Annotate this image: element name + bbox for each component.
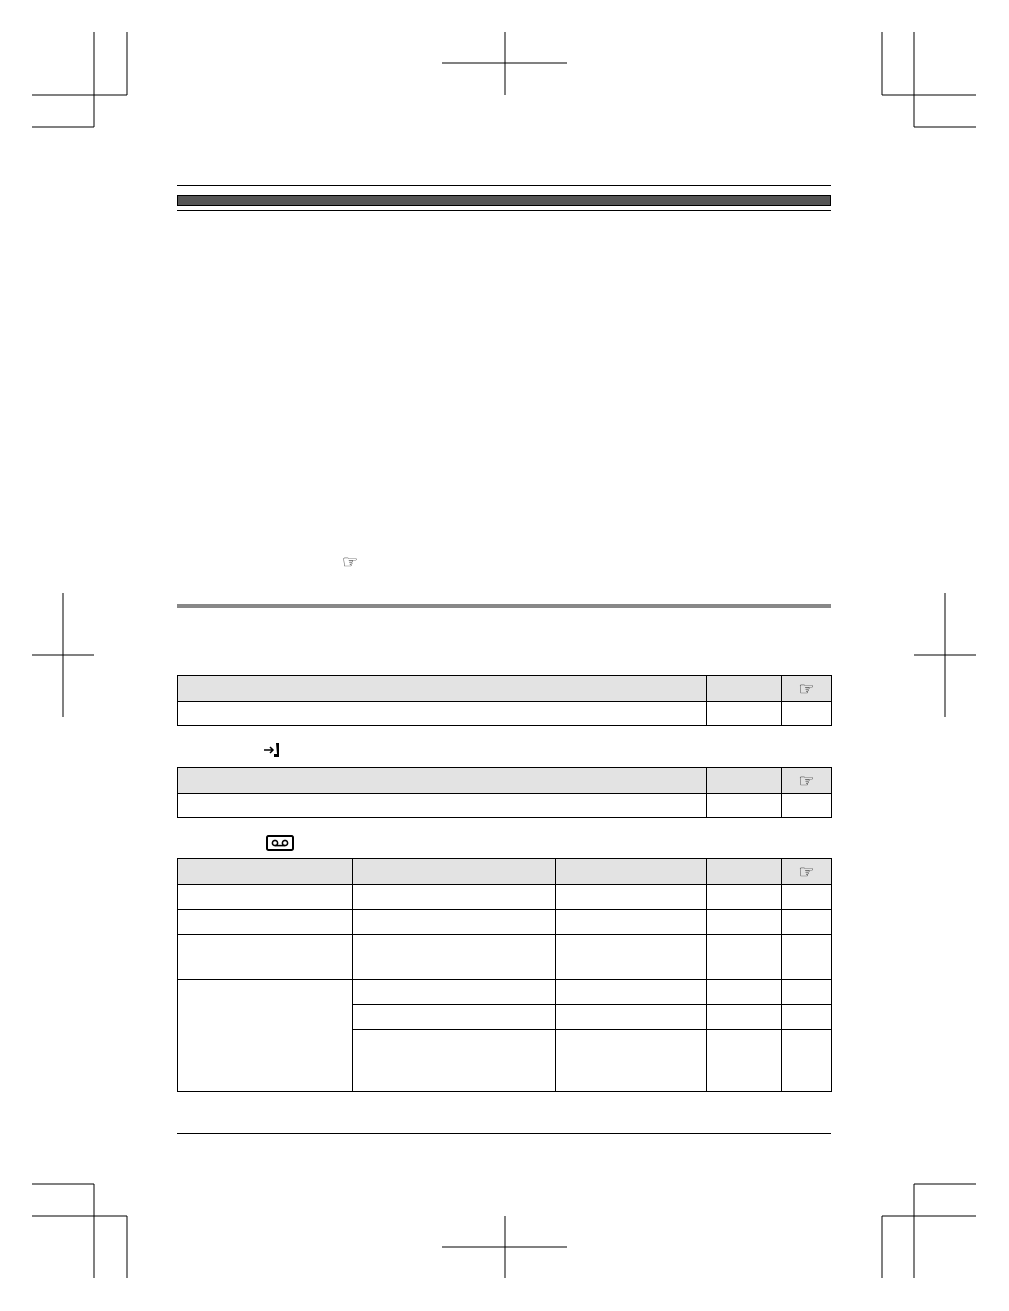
- footer-rule: [177, 1133, 831, 1134]
- table-row: [178, 885, 832, 910]
- table-2: [177, 767, 832, 818]
- table-row: [178, 980, 832, 1005]
- section-divider: [177, 604, 831, 608]
- table-row: [178, 794, 832, 818]
- title-underline: [177, 210, 831, 211]
- table-row: [178, 910, 832, 935]
- table-3: [177, 858, 832, 1092]
- table-1: [177, 675, 832, 726]
- pointing-hand-icon: ☞: [342, 552, 359, 572]
- pointing-hand-icon: ☞: [798, 770, 815, 791]
- table-3-header: [178, 859, 832, 885]
- table-1-header: [178, 676, 832, 702]
- cassette-tape-icon: [266, 835, 294, 851]
- table-row: [178, 935, 832, 980]
- pointing-hand-icon: ☞: [798, 678, 815, 699]
- incoming-call-icon: [262, 740, 286, 760]
- header-rule: [177, 185, 831, 186]
- pointing-hand-icon: ☞: [798, 861, 815, 882]
- table-row: [178, 702, 832, 726]
- table-2-header: [178, 768, 832, 794]
- title-bar: [177, 195, 831, 206]
